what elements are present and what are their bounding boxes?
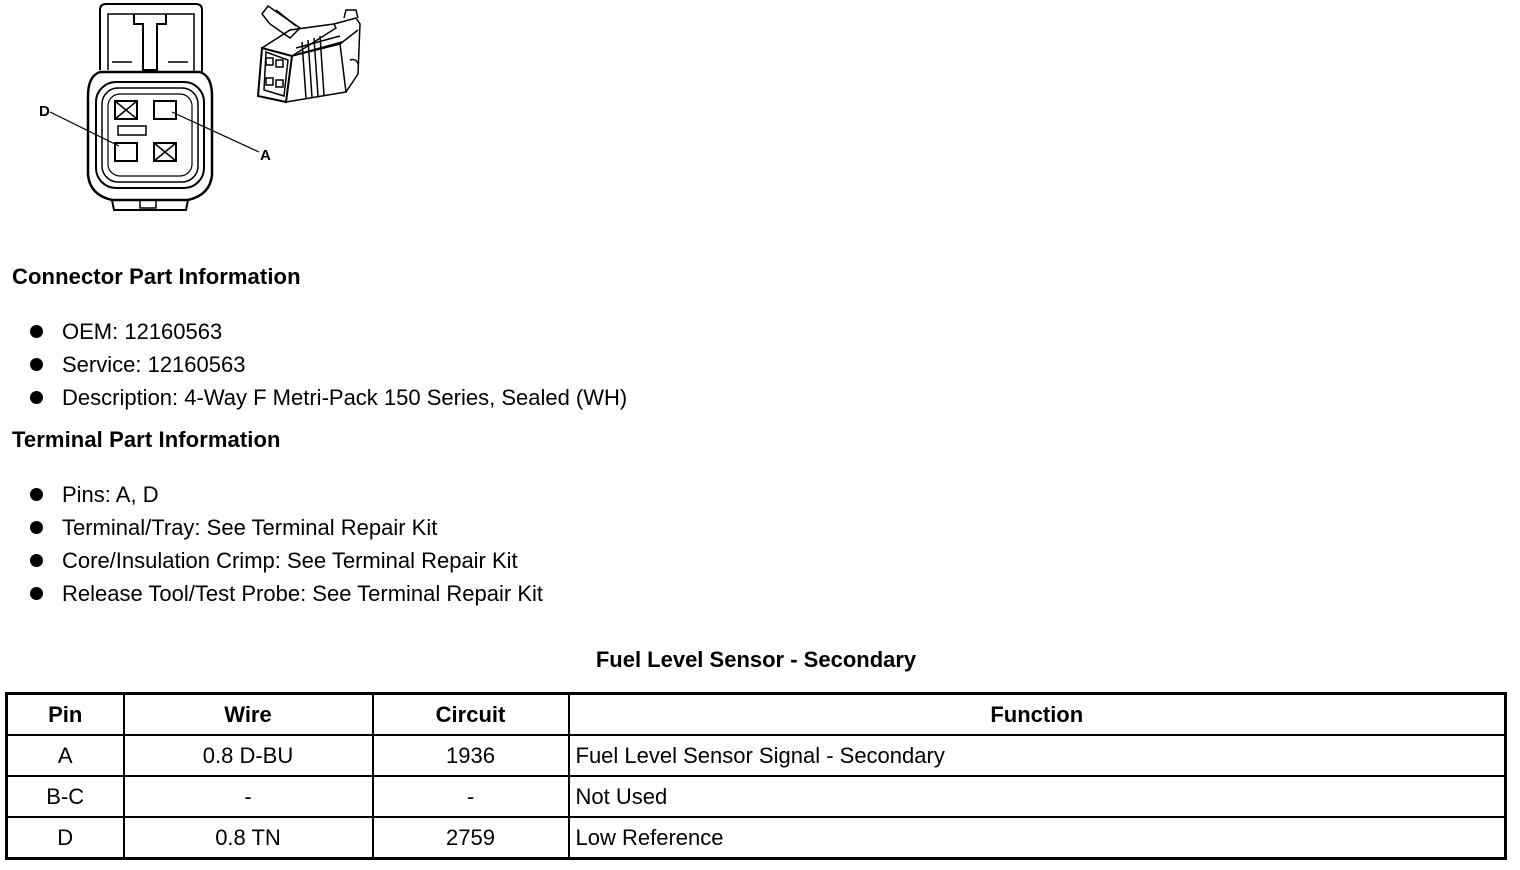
terminal-info-list	[28, 478, 543, 610]
list-item: OEM: 12160563	[28, 315, 627, 348]
column-header-wire: Wire	[124, 694, 373, 736]
cell-wire: 0.8 D-BU	[124, 735, 373, 776]
cell-circuit: 1936	[373, 735, 569, 776]
table-row	[7, 817, 1506, 859]
table-header-row	[7, 694, 1506, 736]
column-header-circuit: Circuit	[373, 694, 569, 736]
column-header-pin: Pin	[7, 694, 124, 736]
connector-front-view-diagram	[30, 0, 280, 220]
list-item: Release Tool/Test Probe: See Terminal Repair Kit	[28, 577, 543, 610]
cell-pin: A	[7, 735, 124, 776]
pinout-table	[5, 692, 1507, 860]
connector-info-list	[28, 315, 627, 414]
cell-wire: -	[124, 776, 373, 817]
pin-label-d: D	[39, 103, 50, 120]
cell-pin: D	[7, 817, 124, 859]
list-item: Pins: A, D	[28, 478, 543, 511]
list-item: Terminal/Tray: See Terminal Repair Kit	[28, 511, 543, 544]
list-item: Description: 4-Way F Metri-Pack 150 Series, Sealed (WH)	[28, 381, 627, 414]
cell-function: Low Reference	[569, 817, 1506, 859]
connector-info-heading: Connector Part Information	[12, 264, 301, 289]
cell-circuit: 2759	[373, 817, 569, 859]
terminal-info-heading: Terminal Part Information	[12, 427, 281, 452]
pin-label-a: A	[260, 147, 271, 164]
connector-isometric-diagram	[250, 2, 370, 112]
cell-function: Fuel Level Sensor Signal - Secondary	[569, 735, 1506, 776]
cell-circuit: -	[373, 776, 569, 817]
cell-wire: 0.8 TN	[124, 817, 373, 859]
cell-function: Not Used	[569, 776, 1506, 817]
list-item: Service: 12160563	[28, 348, 627, 381]
table-title: Fuel Level Sensor - Secondary	[595, 647, 917, 672]
cell-pin: B-C	[7, 776, 124, 817]
table-row	[7, 735, 1506, 776]
table-row	[7, 776, 1506, 817]
column-header-function: Function	[569, 694, 1506, 736]
list-item: Core/Insulation Crimp: See Terminal Repair Kit	[28, 544, 543, 577]
